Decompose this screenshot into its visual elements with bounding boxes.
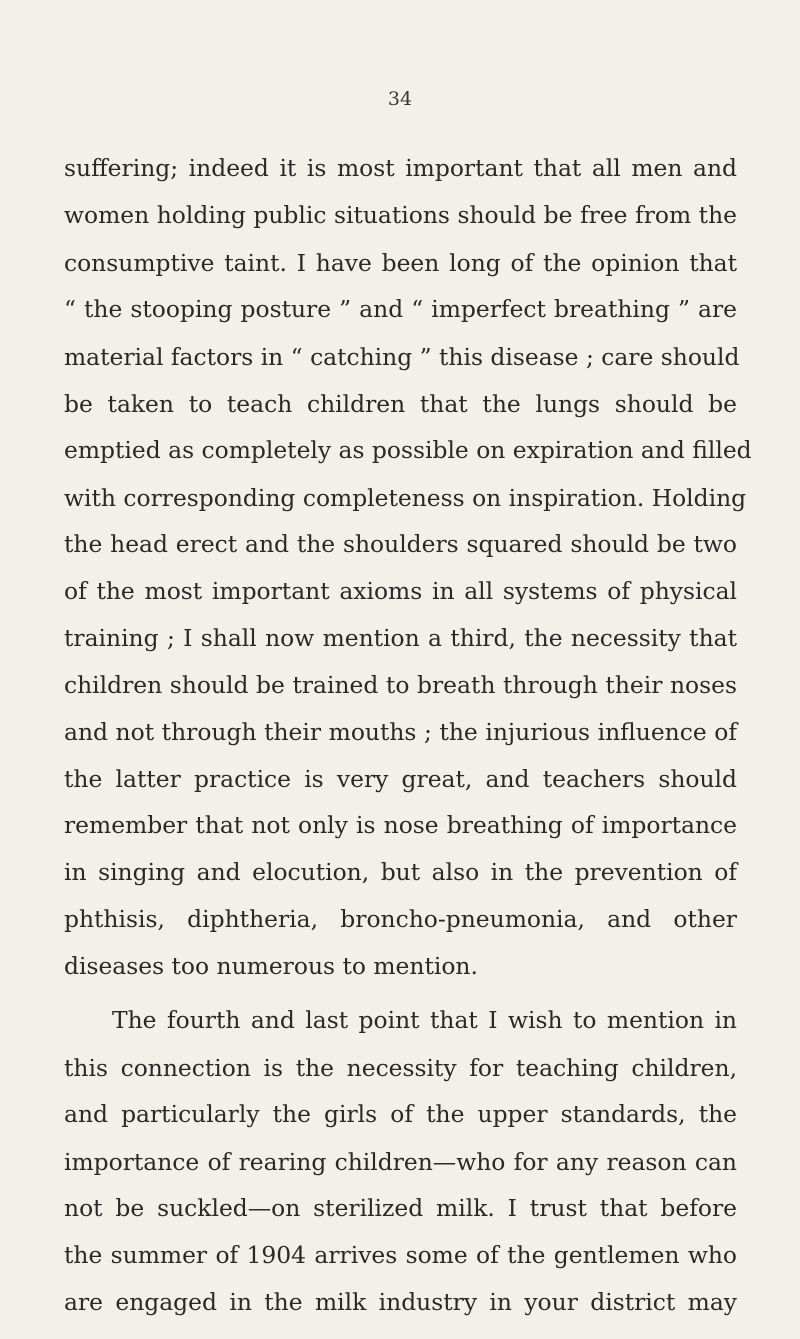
page-number: 34 bbox=[387, 88, 413, 110]
text-line: women holding public situations should be free from the bbox=[64, 201, 737, 230]
text-line: remember that not only is nose breathing of importance bbox=[64, 811, 737, 840]
text-line: the head erect and the shoulders squared should be two bbox=[64, 530, 737, 559]
text-line: training ; I shall now mention a third, the necessity that bbox=[64, 624, 737, 653]
text-line: The fourth and last point that I wish to mention in bbox=[112, 1006, 737, 1035]
text-line: “ the stooping posture ” and “ imperfect breathing ” are bbox=[64, 295, 737, 324]
text-line: and particularly the girls of the upper standards, the bbox=[64, 1100, 737, 1129]
text-line: diseases too numerous to mention. bbox=[64, 952, 478, 981]
text-line: phthisis, diphtheria, broncho-pneumonia, and other bbox=[64, 904, 737, 933]
text-line: in singing and elocution, but also in the prevention of bbox=[64, 858, 737, 887]
text-line: and not through their mouths ; the injurious influence of bbox=[64, 718, 737, 747]
text-line: importance of rearing children—who for any reason can bbox=[64, 1147, 737, 1176]
text-line: consumptive taint. I have been long of the opinion that bbox=[64, 248, 737, 277]
text-line: with corresponding completeness on inspiration. Holding bbox=[64, 483, 747, 512]
text-line: of the most important axioms in all systems of physical bbox=[64, 576, 737, 605]
text-line: material factors in “ catching ” this disease ; care should bbox=[64, 342, 740, 371]
text-line: be taken to teach children that the lungs should be bbox=[64, 389, 737, 418]
text-line: the summer of 1904 arrives some of the gentlemen who bbox=[64, 1240, 737, 1269]
text-line: emptied as completely as possible on expiration and filled bbox=[64, 436, 752, 465]
text-line: this connection is the necessity for teaching children, bbox=[64, 1053, 737, 1082]
text-line: not be suckled—on sterilized milk. I trust that before bbox=[64, 1194, 737, 1223]
text-line: the latter practice is very great, and teachers should bbox=[64, 764, 737, 793]
text-line: are engaged in the milk industry in your district may bbox=[64, 1288, 737, 1316]
text-line: children should be trained to breath through their noses bbox=[64, 670, 737, 699]
text-line: suffering; indeed it is most important that all men and bbox=[64, 154, 737, 182]
